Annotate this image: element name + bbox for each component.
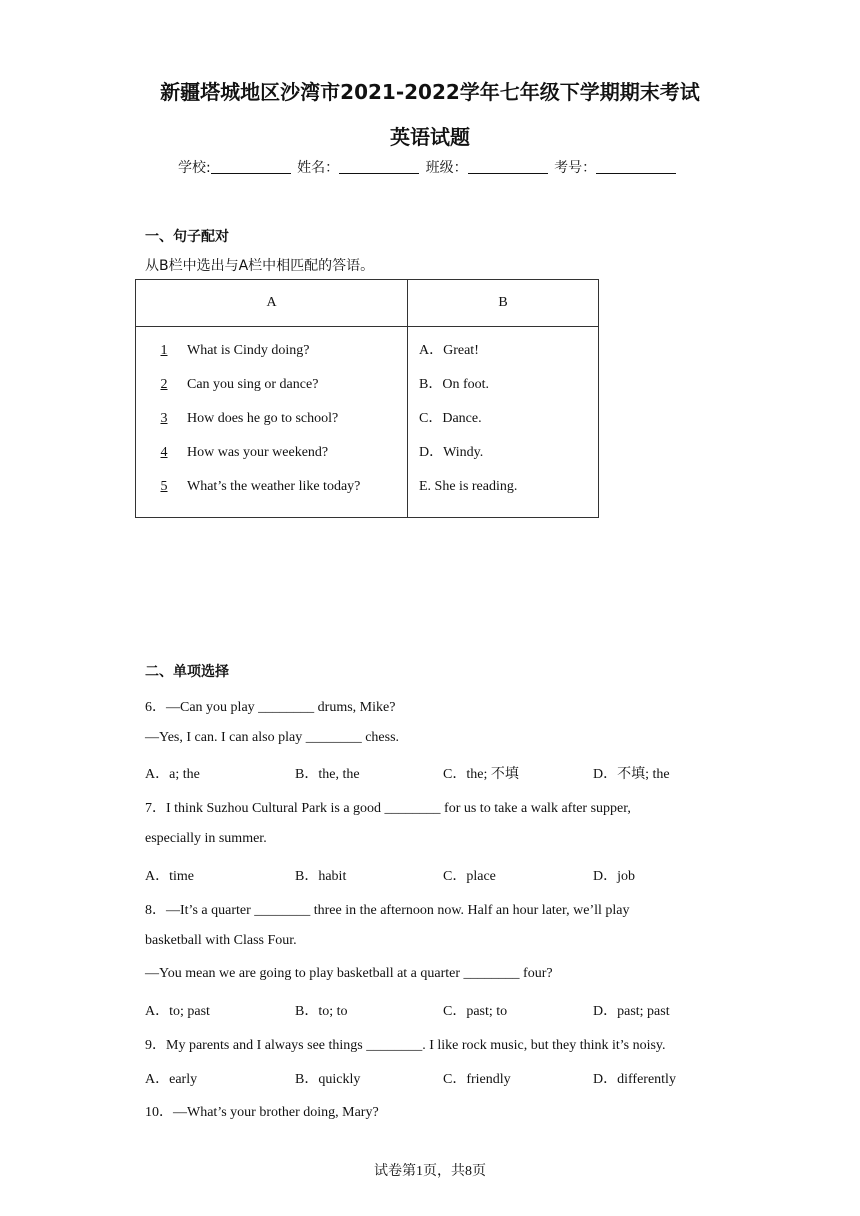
q7-option-c[interactable]: C．place <box>443 869 496 884</box>
q7-options <box>145 865 745 885</box>
q9-option-b[interactable]: B．quickly <box>295 1072 361 1087</box>
q6-option-c[interactable]: C．the; 不填 <box>443 767 519 782</box>
exam-title: 新疆塔城地区沙湾市2021-2022学年七年级下学期期末考试 <box>160 80 700 104</box>
q10-stem: 10．—What’s your brother doing, Mary? <box>145 1105 379 1120</box>
answer-option: C．Dance. <box>419 411 482 426</box>
q6-options <box>145 763 745 783</box>
class-blank[interactable] <box>468 159 548 174</box>
exam-number-label: 考号： <box>554 160 597 176</box>
q8-option-b[interactable]: B．to; to <box>295 1004 348 1019</box>
list-item <box>147 340 406 374</box>
q9-option-a[interactable]: A．early <box>145 1072 198 1087</box>
q6-option-d[interactable]: D．不填; the <box>593 767 670 782</box>
name-blank[interactable] <box>339 159 419 174</box>
school-blank[interactable] <box>211 159 291 174</box>
question-text: How was your weekend? <box>187 445 329 460</box>
q8-stem-3: —You mean we are going to play basketball at a quarter ________ four? <box>145 966 553 981</box>
question-text: What’s the weather like today? <box>187 479 361 494</box>
matching-header-row <box>136 280 599 327</box>
q9-option-d[interactable]: D．differently <box>593 1072 676 1087</box>
section1-heading: 一、句子配对 <box>145 229 229 245</box>
answer-option: B．On foot. <box>419 377 489 392</box>
answer-blank-3[interactable]: 3 <box>160 411 168 426</box>
list-item <box>147 374 406 408</box>
exam-subtitle: 英语试题 <box>390 125 470 149</box>
page-footer: 试卷第1页，共8页 <box>374 1164 486 1179</box>
q6-option-b[interactable]: B．the, the <box>295 767 360 782</box>
answer-blank-2[interactable]: 2 <box>160 377 168 392</box>
col-a-header: A <box>136 280 408 327</box>
matching-table <box>135 279 599 518</box>
q7-stem-2: especially in summer. <box>145 831 267 846</box>
answer-blank-1[interactable]: 1 <box>160 343 168 358</box>
section1-instruction: 从B栏中选出与A栏中相匹配的答语。 <box>145 258 375 274</box>
q7-option-b[interactable]: B．habit <box>295 869 347 884</box>
q8-option-a[interactable]: A．to; past <box>145 1004 210 1019</box>
q7-option-a[interactable]: A．time <box>145 869 194 884</box>
list-item <box>147 442 406 476</box>
col-b-header: B <box>408 280 599 327</box>
q7-option-d[interactable]: D．job <box>593 869 635 884</box>
q9-stem: 9．My parents and I always see things ________. I like rock music, but they think it’s noisy. <box>145 1038 666 1053</box>
answer-blank-5[interactable]: 5 <box>160 479 168 494</box>
q6-stem: 6．—Can you play ________ drums, Mike? <box>145 700 396 715</box>
col-a-cell <box>136 327 408 518</box>
q7-stem: 7．I think Suzhou Cultural Park is a good ________ for us to take a walk after supper, <box>145 801 631 816</box>
question-text: Can you sing or dance? <box>187 377 319 392</box>
q9-options <box>145 1068 745 1088</box>
q8-stem-2: basketball with Class Four. <box>145 933 297 948</box>
matching-body-row <box>136 327 599 518</box>
class-label: 班级： <box>425 160 468 176</box>
q6-option-a[interactable]: A．a; the <box>145 767 200 782</box>
q9-option-c[interactable]: C．friendly <box>443 1072 511 1087</box>
q8-option-c[interactable]: C．past; to <box>443 1004 508 1019</box>
answer-option: D．Windy. <box>419 445 484 460</box>
q8-stem: 8．—It’s a quarter ________ three in the afternoon now. Half an hour later, we’ll play <box>145 903 630 918</box>
q6-stem-2: —Yes, I can. I can also play ________ chess. <box>145 730 400 745</box>
question-text: What is Cindy doing? <box>187 343 310 358</box>
answer-option: A．Great! <box>419 343 479 358</box>
question-text: How does he go to school? <box>187 411 339 426</box>
exam-number-blank[interactable] <box>596 159 676 174</box>
q8-option-d[interactable]: D．past; past <box>593 1004 670 1019</box>
name-label: 姓名： <box>297 160 340 176</box>
q8-options <box>145 1000 745 1020</box>
list-item <box>147 408 406 442</box>
list-item <box>147 476 406 510</box>
school-label: 学校: <box>178 160 211 176</box>
student-info-line <box>178 157 678 177</box>
col-b-cell <box>408 327 599 518</box>
section2-heading: 二、单项选择 <box>145 664 229 680</box>
answer-blank-4[interactable]: 4 <box>160 445 168 460</box>
answer-option: E. She is reading. <box>419 479 518 494</box>
